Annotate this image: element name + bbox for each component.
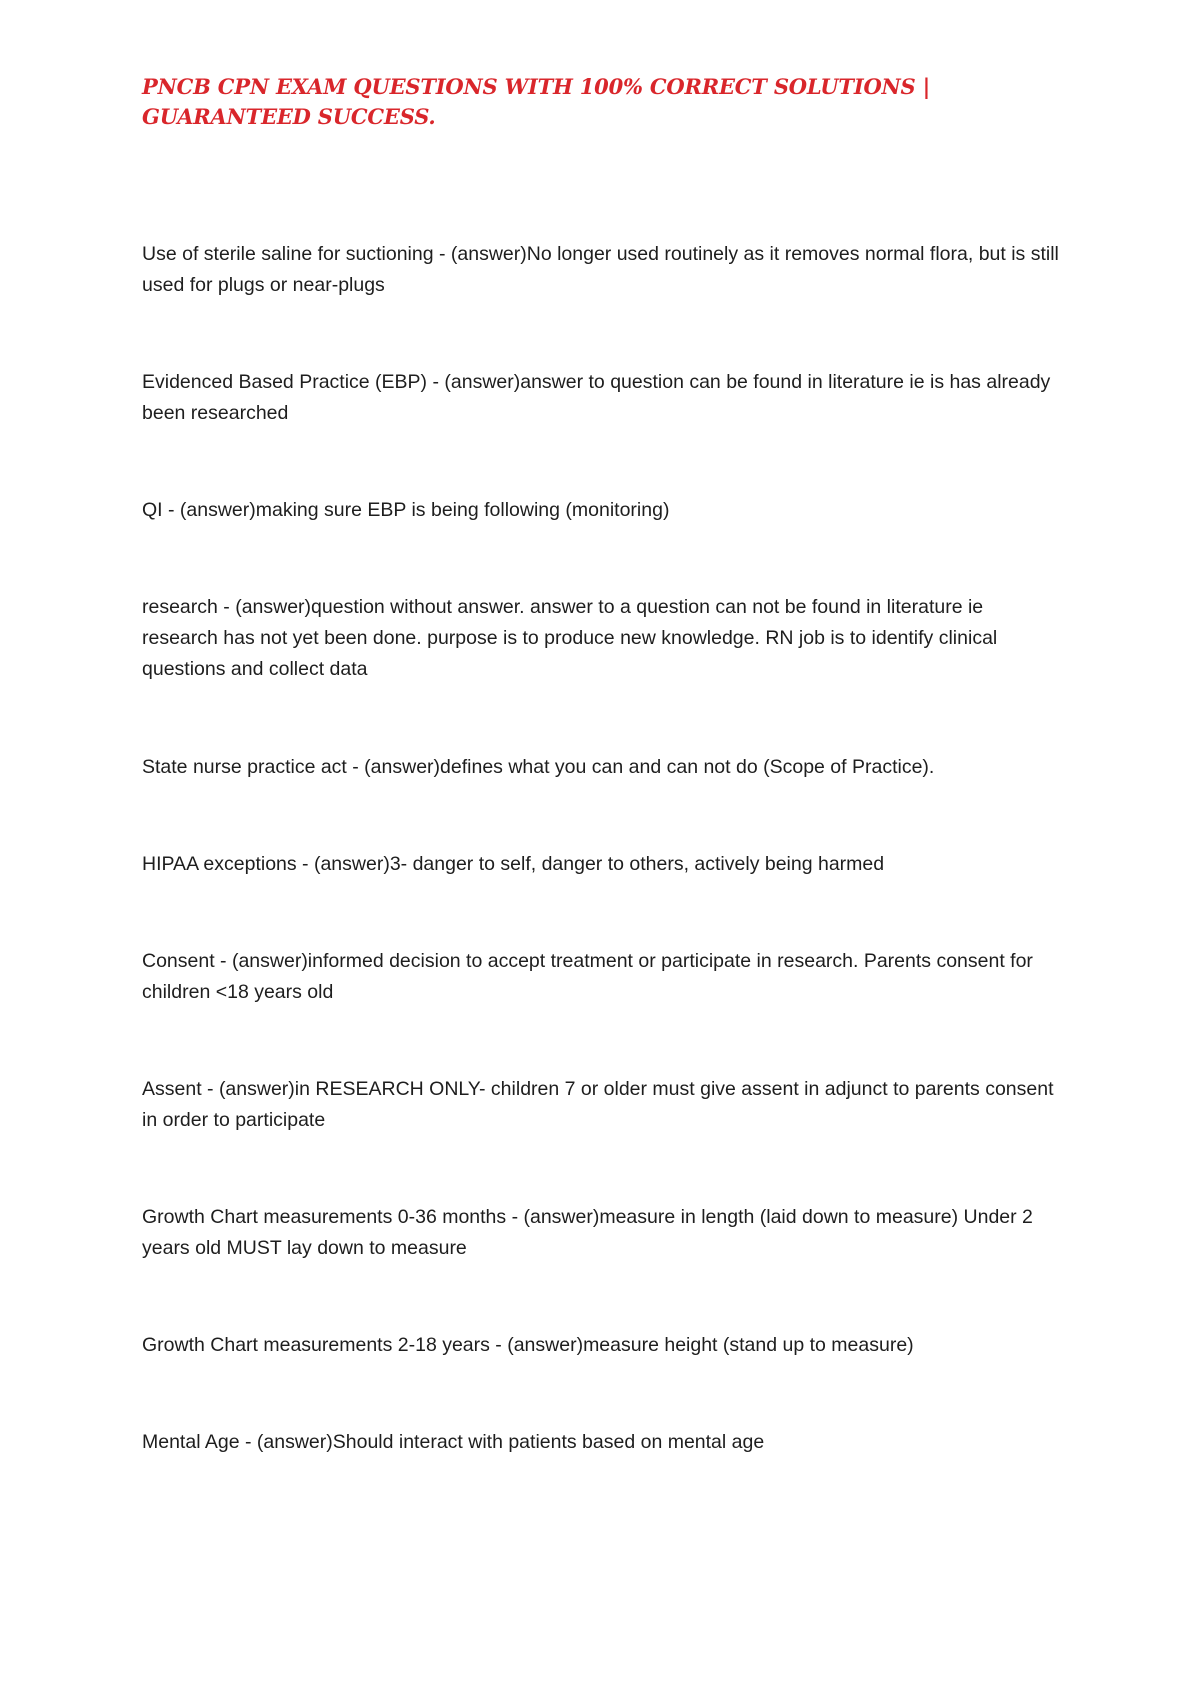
qa-entry-mental-age: Mental Age - (answer)Should interact with patients based on mental age <box>142 1431 765 1453</box>
qa-entry-growth-chart-infant: Growth Chart measurements 0-36 months - (answer)measure in length (laid down to measure) Under 2 years old MUST lay down to measure <box>142 1206 1033 1259</box>
document-title: PNCB CPN EXAM QUESTIONS WITH 100% CORRECT SOLUTIONS | GUARANTEED SUCCESS. <box>142 74 931 129</box>
qa-entry-research: research - (answer)question without answer. answer to a question can not be found in literature ie research has not yet been done. purpose is to produce new knowledge. RN job is to identify clinical questions and collect data <box>142 596 998 680</box>
qa-entry-ebp: Evidenced Based Practice (EBP) - (answer)answer to question can be found in literature ie is has already been researched <box>142 371 1051 424</box>
qa-entry-consent: Consent - (answer)informed decision to accept treatment or participate in research. Parents consent for children <18 years old <box>142 950 1033 1003</box>
qa-entry-sterile-saline: Use of sterile saline for suctioning - (answer)No longer used routinely as it removes normal flora, but is still used for plugs or near-plugs <box>142 243 1059 296</box>
qa-entry-qi: QI - (answer)making sure EBP is being following (monitoring) <box>142 499 670 521</box>
qa-entry-assent: Assent - (answer)in RESEARCH ONLY- children 7 or older must give assent in adjunct to parents consent in order to participate <box>142 1078 1054 1131</box>
qa-entry-nurse-practice-act: State nurse practice act - (answer)defines what you can and can not do (Scope of Practice). <box>142 756 935 778</box>
qa-entry-hipaa: HIPAA exceptions - (answer)3- danger to self, danger to others, actively being harmed <box>142 853 885 875</box>
qa-entry-growth-chart-child: Growth Chart measurements 2-18 years - (answer)measure height (stand up to measure) <box>142 1334 914 1356</box>
